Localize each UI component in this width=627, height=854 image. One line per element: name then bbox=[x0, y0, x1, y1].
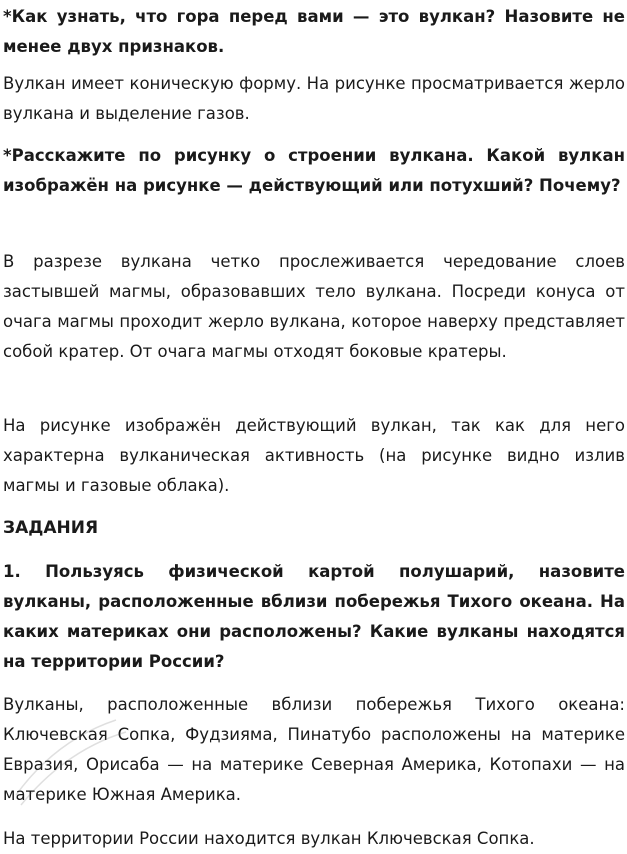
answer-1: Вулкан имеет коническую форму. На рисунке просматривается жерло вулкана и выделение газов. bbox=[3, 74, 625, 123]
answer-2-paragraph-1: В разрезе вулкана четко прослеживается чередование слоев застывшей магмы, образовавших тело вулкана. Посреди конуса от очага магмы проходит жерло вулкана, которое наверху представляет собой кратер. От очага магмы отходят боковые кратеры. bbox=[3, 252, 625, 361]
task-1-answer-paragraph-1: Вулканы, расположенные вблизи побережья Тихого океана: Ключевская Сопка, Фудзияма, Пинатубо расположены на материке Евразия, Орисаба — на материке Северная Америка, Котопахи — на материке Южная Америка. bbox=[3, 695, 625, 804]
answer-2-paragraph-2: На рисунке изображён действующий вулкан, так как для него характерна вулканическая активность (на рисунке видно излив магмы и газовые облака). bbox=[3, 416, 625, 495]
task-1-answer-paragraph-2: На территории России находится вулкан Ключевская Сопка. bbox=[3, 829, 535, 848]
section-heading: ЗАДАНИЯ bbox=[3, 518, 99, 538]
question-1: *Как узнать, что гора перед вами — это вулкан? Назовите не менее двух признаков. bbox=[3, 7, 625, 56]
task-1-question: 1. Пользуясь физической картой полушарий, назовите вулканы, расположенные вблизи побережья Тихого океана. На каких материках они расположены? Какие вулканы находятся на территории России? bbox=[3, 562, 625, 671]
question-2: *Расскажите по рисунку о строении вулкана. Какой вулкан изображён на рисунке — действующий или потухший? Почему? bbox=[3, 146, 625, 195]
